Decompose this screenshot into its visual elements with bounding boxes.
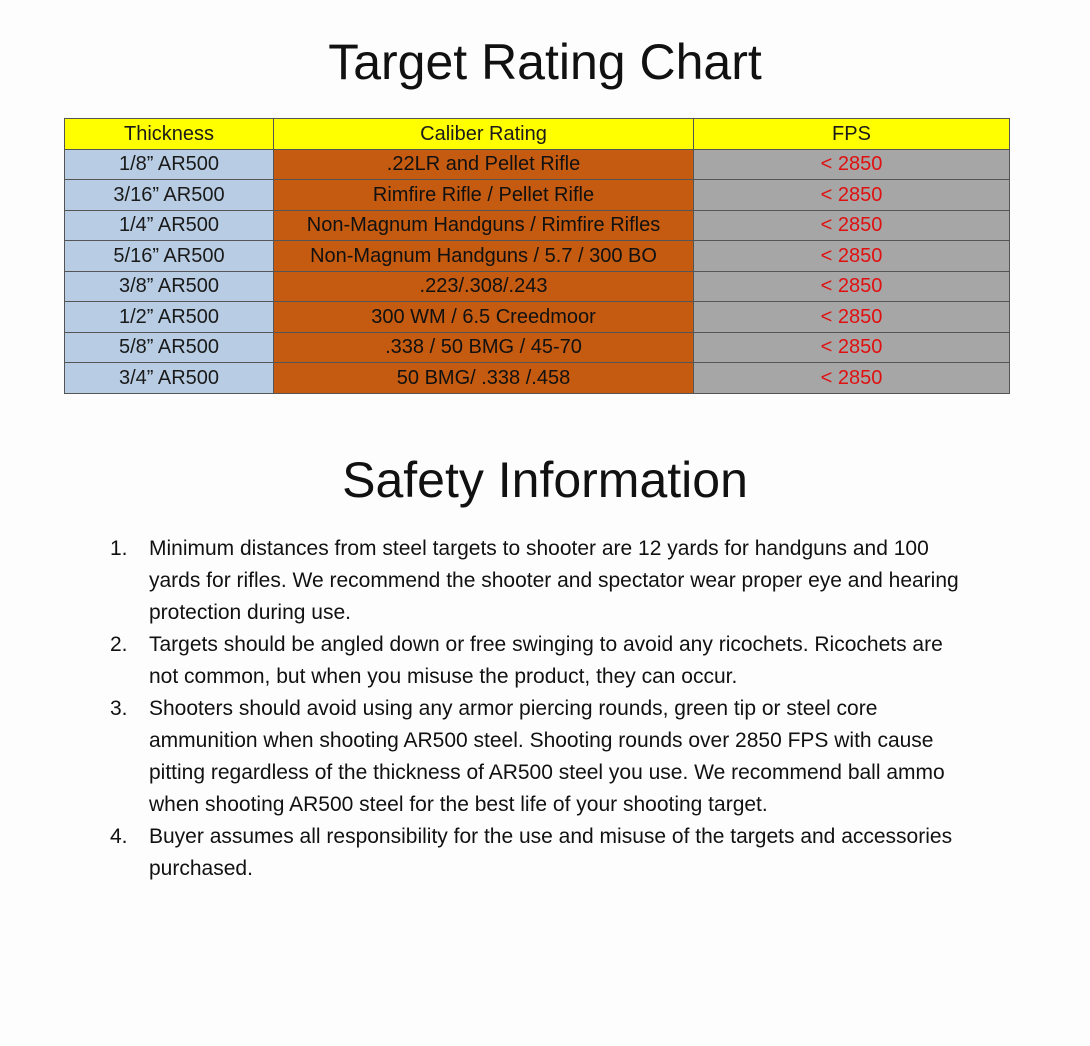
table-row — [65, 363, 1010, 394]
item-line: purchased. — [149, 857, 253, 880]
item-line: when shooting AR500 steel for the best life of your shooting target. — [149, 793, 768, 816]
table-row — [65, 180, 1010, 211]
list-item — [110, 533, 1030, 629]
header-fps: FPS — [694, 119, 1010, 150]
caliber-cell: 50 BMG/ .338 /.458 — [274, 363, 694, 394]
table-row — [65, 271, 1010, 302]
table-header-row — [65, 119, 1010, 150]
list-number: 2. — [110, 633, 128, 656]
table-row — [65, 302, 1010, 333]
item-line: pitting regardless of the thickness of AR500 steel you use. We recommend ball ammo — [149, 761, 945, 784]
chart-title: Target Rating Chart — [328, 34, 762, 90]
table-row — [65, 332, 1010, 363]
thickness-cell: 3/8” AR500 — [65, 271, 274, 302]
item-line: Shooters should avoid using any armor piercing rounds, green tip or steel core — [149, 697, 878, 720]
fps-cell: < 2850 — [694, 332, 1010, 363]
item-line: not common, but when you misuse the product, they can occur. — [149, 665, 738, 688]
item-line: Targets should be angled down or free swinging to avoid any ricochets. Ricochets are — [149, 633, 943, 656]
fps-cell: < 2850 — [694, 302, 1010, 333]
item-line: yards for rifles. We recommend the shooter and spectator wear proper eye and hearing — [149, 569, 959, 592]
caliber-cell: Non-Magnum Handguns / Rimfire Rifles — [274, 210, 694, 241]
thickness-cell: 3/4” AR500 — [65, 363, 274, 394]
fps-cell: < 2850 — [694, 363, 1010, 394]
thickness-cell: 5/8” AR500 — [65, 332, 274, 363]
list-number: 1. — [110, 537, 128, 560]
thickness-cell: 3/16” AR500 — [65, 180, 274, 211]
fps-cell: < 2850 — [694, 271, 1010, 302]
caliber-cell: Non-Magnum Handguns / 5.7 / 300 BO — [274, 241, 694, 272]
caliber-cell: 300 WM / 6.5 Creedmoor — [274, 302, 694, 333]
table-row — [65, 210, 1010, 241]
list-number: 3. — [110, 697, 128, 720]
safety-title: Safety Information — [342, 452, 748, 508]
caliber-cell: Rimfire Rifle / Pellet Rifle — [274, 180, 694, 211]
caliber-cell: .223/.308/.243 — [274, 271, 694, 302]
item-line: protection during use. — [149, 601, 351, 624]
thickness-cell: 1/8” AR500 — [65, 149, 274, 180]
fps-cell: < 2850 — [694, 241, 1010, 272]
table-row — [65, 149, 1010, 180]
thickness-cell: 5/16” AR500 — [65, 241, 274, 272]
item-line: ammunition when shooting AR500 steel. Shooting rounds over 2850 FPS with cause — [149, 729, 934, 752]
caliber-cell: .338 / 50 BMG / 45-70 — [274, 332, 694, 363]
list-item — [110, 821, 1030, 885]
item-line: Minimum distances from steel targets to shooter are 12 yards for handguns and 100 — [149, 537, 929, 560]
target-rating-table — [64, 118, 1010, 394]
header-caliber-rating: Caliber Rating — [274, 119, 694, 150]
safety-list — [110, 533, 1030, 885]
thickness-cell: 1/4” AR500 — [65, 210, 274, 241]
list-item — [110, 693, 1030, 821]
table-row — [65, 241, 1010, 272]
fps-cell: < 2850 — [694, 210, 1010, 241]
item-line: Buyer assumes all responsibility for the use and misuse of the targets and accessories — [149, 825, 953, 848]
caliber-cell: .22LR and Pellet Rifle — [274, 149, 694, 180]
thickness-cell: 1/2” AR500 — [65, 302, 274, 333]
list-number: 4. — [110, 825, 128, 848]
list-item — [110, 629, 1030, 693]
header-thickness: Thickness — [65, 119, 274, 150]
fps-cell: < 2850 — [694, 149, 1010, 180]
fps-cell: < 2850 — [694, 180, 1010, 211]
